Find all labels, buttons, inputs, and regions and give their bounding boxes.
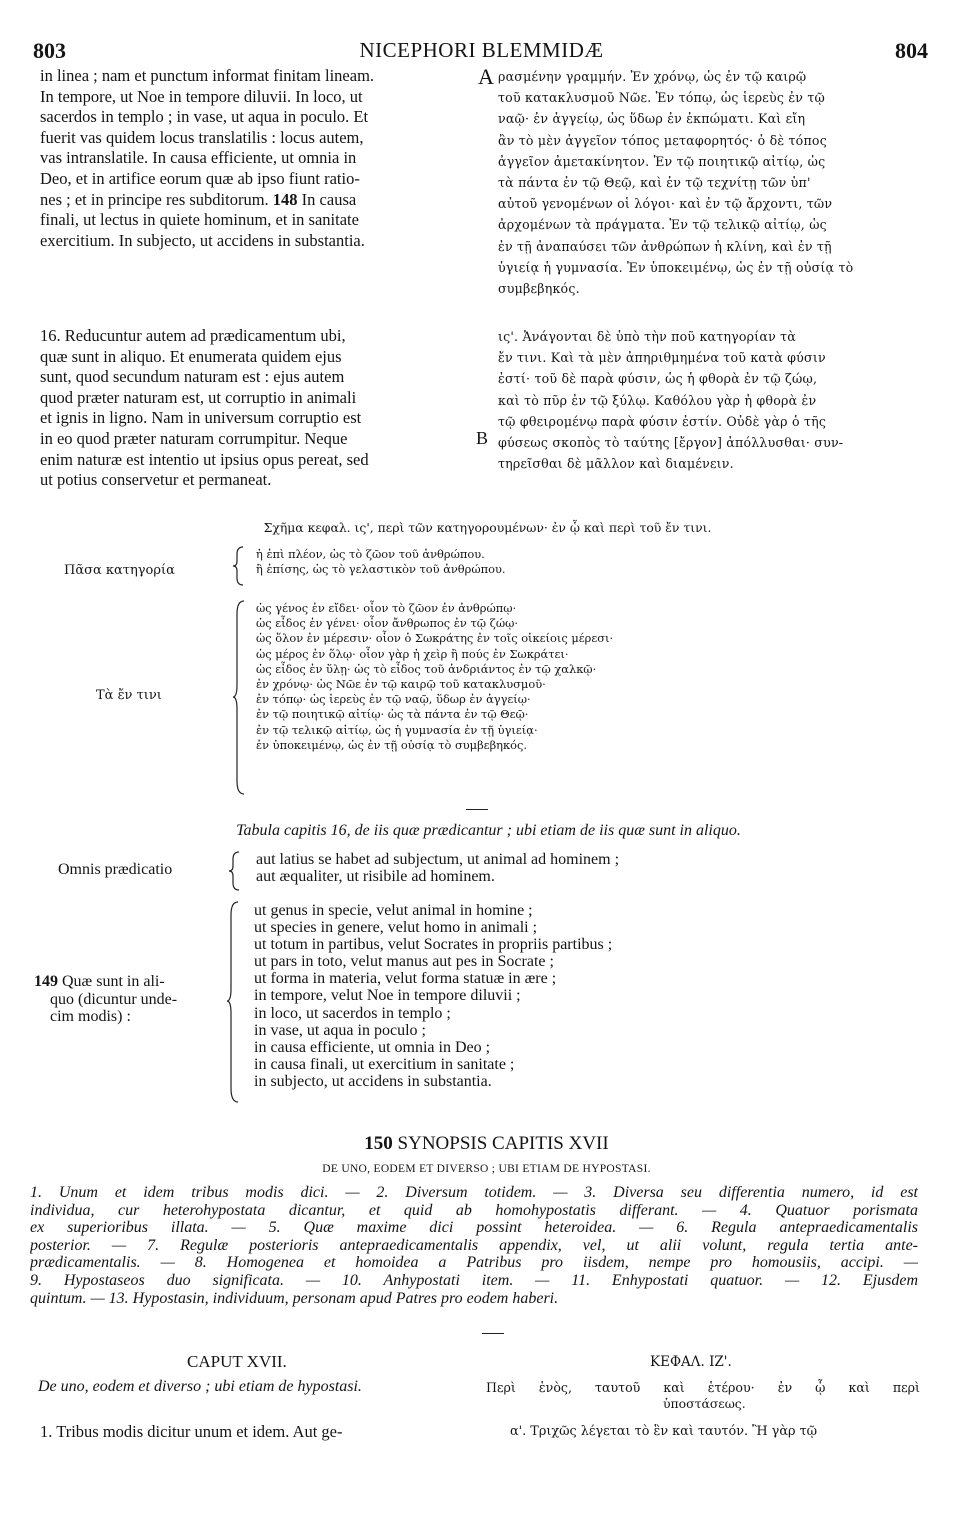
- brace-latin-2: [226, 901, 240, 1103]
- margin-mark-b: B: [476, 428, 489, 448]
- text-line: ἐν τῇ ἀναπαύσει τῶν ἀνθρώπων ἡ κλίνη, καὶ ἐν τῇ: [498, 238, 832, 254]
- paragraph-number: 148: [272, 189, 298, 209]
- separator-rule: [482, 1333, 504, 1334]
- page-number-right: 804: [895, 38, 928, 63]
- greek-chapter-subtitle-2: ὑποστάσεως.: [663, 1396, 746, 1411]
- list-item: aut latius se habet ad subjectum, ut animal ad hominem ;: [256, 851, 620, 868]
- greek-table-list-2: [256, 601, 613, 753]
- margin-mark-a: A: [478, 64, 494, 89]
- synopsis-body: [30, 1184, 918, 1307]
- text-line: fuerit vas quidem locus translatilis : locus autem,: [40, 127, 364, 147]
- list-item: ὡς μέρος ἐν ὅλῳ· οἷον γὰρ ἡ χεὶρ ἢ πούς ἐν Σωκράτει·: [256, 646, 569, 661]
- list-item: ὡς εἶδος ἐν γένει· οἷον ἄνθρωπος ἐν τῷ ζώῳ·: [256, 616, 519, 631]
- label-line: cim modis) :: [50, 1008, 131, 1025]
- latin-table-label-2: [34, 973, 177, 1026]
- greek-table-title: Σχῆμα κεφαλ. ις', περὶ τῶν κατηγορουμένων· ἐν ᾧ καὶ περὶ τοῦ ἔν τινι.: [263, 520, 712, 535]
- text-line: in linea ; nam et punctum informat finitam lineam.: [40, 66, 375, 85]
- brace-latin-1: [228, 851, 242, 891]
- text-line: Deo, et in artifice eorum quæ ab ipso fiunt ratio-: [40, 168, 360, 188]
- greek-table-list-1: [256, 547, 506, 577]
- greek-section-16: [498, 326, 926, 474]
- latin-column-top: [40, 66, 472, 251]
- greek-chapter-heading: ΚΕΦΑΛ. ΙΖ'.: [650, 1354, 732, 1370]
- text-line: et ignis in ligno. Nam in universum corruptio est: [40, 408, 362, 428]
- text-line: 1. Tribus modis dicitur unum et idem. Aut ge-: [40, 1422, 343, 1441]
- text-line: α'. Τριχῶς λέγεται τὸ ἓν καὶ ταυτόν. Ἢ γὰρ τῷ: [510, 1424, 818, 1439]
- synopsis-heading: [0, 1133, 963, 1155]
- list-item: ὡς εἶδος ἐν ὕλῃ· ὡς τὸ εἶδος τοῦ ἀνδριάντος ἐν τῷ χαλκῷ·: [256, 661, 597, 676]
- list-item: ὡς γένος ἐν εἴδει· οἷον τὸ ζῶον ἐν ἀνθρώπῳ·: [256, 601, 517, 615]
- list-item: in causa finali, ut exercitium in sanitate ;: [254, 1055, 515, 1073]
- text-line: sacerdos in templo ; in vase, ut aqua in poculo. Et: [40, 107, 369, 127]
- list-item: ut pars in toto, velut manus aut pes in Socrate ;: [254, 953, 554, 971]
- list-item: ἐν τῷ τελικῷ αἰτίῳ, ὡς ἡ γυμνασία ἐν τῇ ὑγιείᾳ·: [256, 722, 538, 737]
- text-line: sunt, quod secundum naturam est : ejus autem: [40, 367, 345, 387]
- text-line: συμβεβηκός.: [498, 281, 580, 297]
- latin-table-list-2: [254, 902, 612, 1090]
- text-line: φύσεως σκοπὸς τὸ ταύτης [ἔργον] ἀπόλλυσθαι· συν-: [498, 435, 844, 451]
- latin-first-line: [40, 1422, 470, 1442]
- latin-table-title: Tabula capitis 16, de iis quæ prædicantur ; ubi etiam de iis quæ sunt in aliquo.: [236, 822, 741, 839]
- synopsis-subtitle: DE UNO, EODEM ET DIVERSO ; UBI ETIAM DE HYPOSTASI.: [322, 1163, 651, 1175]
- text-line: posterior. — 7. Regulæ posterioris antepraedicamentalis appendix, vel, ut alii volunt, regula tertia ante-: [30, 1236, 918, 1254]
- text-line: ὑγιείᾳ ἡ γυμνασία. Ἐν ὑποκειμένῳ, ὡς ἐν τῇ οὐσίᾳ τὸ: [498, 259, 854, 275]
- list-item: in subjecto, ut accidens in substantia.: [254, 1072, 492, 1090]
- text-line: 9. Hypostaseos duo significata. — 10. Anhypostati item. — 11. Enhypostati quatuor. — 12. Ejusdem: [30, 1271, 918, 1289]
- text-line: τὰ πάντα ἐν τῷ Θεῷ, καὶ ἐν τῷ τεχνίτῃ τῶν ὑπ': [498, 175, 811, 191]
- list-item: ὡς ὅλον ἐν μέρεσιν· οἷον ὁ Σωκράτης ἐν τοῖς οἰκείοις μέρεσι·: [256, 631, 614, 646]
- list-item: in causa efficiente, ut omnia in Deo ;: [254, 1038, 491, 1056]
- page-number-left: 803: [33, 38, 66, 63]
- text-line: exercitium. In subjecto, ut accidens in substantia.: [40, 230, 365, 250]
- paragraph-number: 149: [34, 973, 58, 990]
- text-line: in eo quod præter naturam corrumpitur. Neque: [40, 428, 348, 448]
- list-item: aut æqualiter, ut risibile ad hominem.: [256, 868, 495, 886]
- brace-greek-1: [232, 546, 246, 586]
- text-line: ἔν τινι. Καὶ τὰ μὲν ἀπηριθμημένα τοῦ κατὰ φύσιν: [498, 350, 826, 366]
- text-line: ex superioribus illata. — 5. Quæ maxime dici possint heteroidea. — 6. Regula antepraedicamentalis: [30, 1219, 918, 1237]
- greek-column-top: [498, 66, 926, 299]
- text-line: 1. Unum et idem tribus modis dici. — 2. Diversum totidem. — 3. Diversa seu differentia numero, id est: [30, 1184, 918, 1201]
- text-line: quæ sunt in aliquo. Et enumerata quidem ejus: [40, 346, 342, 366]
- text-line: 16. Reducuntur autem ad prædicamentum ubi,: [40, 326, 346, 345]
- latin-table-list-1: [256, 851, 619, 885]
- text-line: ις'. Ἀνάγονται δὲ ὑπὸ τὴν ποῦ κατηγορίαν τὰ: [498, 329, 797, 344]
- text-line: ἀρχομένων τὰ πράγματα. Ἐν τῷ τελικῷ αἰτίῳ, ὡς: [498, 217, 827, 233]
- text-line: τοῦ κατακλυσμοῦ Νῶε. Ἐν τόπῳ, ὡς ἱερεὺς ἐν τῷ: [498, 90, 825, 106]
- latin-table-label-1: Omnis prædicatio: [58, 861, 173, 878]
- list-item: ἐν τόπῳ· ὡς ἱερεὺς ἐν τῷ ναῷ, ὕδωρ ἐν ἀγγείῳ·: [256, 692, 531, 707]
- text-line: ἂν τὸ μὲν ἀγγεῖον τόπος μεταφορητός· ὁ δὲ τόπος: [498, 132, 827, 148]
- text-line: καὶ τὸ πῦρ ἐν τῷ ξύλῳ. Καθόλου γὰρ ἡ φθορὰ ἐν: [498, 392, 817, 408]
- latin-chapter-heading: CAPUT XVII.: [187, 1352, 287, 1371]
- list-item: ἡ ἐπὶ πλέον, ὡς τὸ ζῶον τοῦ ἀνθρώπου.: [256, 547, 485, 561]
- text-line: finali, ut lectus in quiete hominum, et in sanitate: [40, 210, 359, 230]
- text-line: αὐτοῦ γενομένων οἱ λόγοι· καὶ ἐν τῷ ἄρχοντι, τῶν: [498, 196, 833, 212]
- synopsis-title: SYNOPSIS CAPITIS XVII: [397, 1133, 609, 1154]
- greek-table-label-1: Πᾶσα κατηγορία: [64, 563, 175, 578]
- text-line: enim naturæ est intentio ut ipsius opus pereat, sed: [40, 449, 369, 469]
- paragraph-number: 150: [364, 1133, 393, 1154]
- label-line: Quæ sunt in ali-: [62, 973, 165, 990]
- text-line: vas intranslatile. In causa efficiente, ut omnia in: [40, 148, 357, 168]
- latin-chapter-subtitle: De uno, eodem et diverso ; ubi etiam de hypostasi.: [38, 1378, 362, 1395]
- text-line: individua, cur heterohypostata dicantur, et quid ab homohypostatis differant. — 4. Quatuor porismata: [30, 1201, 918, 1219]
- label-line: quo (dicuntur unde-: [50, 990, 178, 1008]
- text-line: ρασμένην γραμμήν. Ἐν χρόνῳ, ὡς ἐν τῷ καιρῷ: [498, 69, 807, 84]
- text-line: quod præter naturam est, ut corruptio in animali: [40, 387, 357, 407]
- list-item: ut genus in specie, velut animal in homine ;: [254, 902, 533, 919]
- separator-rule: [466, 809, 488, 810]
- text-line: τῷ φθειρομένῳ παρὰ φύσιν ἐστίν. Οὐδὲ γὰρ ὁ τῆς: [498, 413, 827, 429]
- running-title: NICEPHORI BLEMMIDÆ: [359, 38, 604, 62]
- text-line: nes ; et in principe res subditorum. 148 In causa: [40, 189, 357, 209]
- text-line: ναῷ· ἐν ἀγγείῳ, ὡς ὕδωρ ἐν ἐκπώματι. Καὶ εἴη: [498, 111, 806, 127]
- text-line: ἐστί· τοῦ δὲ παρὰ φύσιν, ὡς ἡ φθορὰ ἐν τῷ ζώῳ,: [498, 371, 818, 387]
- greek-table-label-2: Τὰ ἔν τινι: [96, 688, 162, 703]
- latin-section-16: [40, 326, 472, 491]
- list-item: ut totum in partibus, velut Socrates in propriis partibus ;: [254, 936, 613, 954]
- list-item: in tempore, velut Noe in tempore diluvii ;: [254, 987, 521, 1005]
- text-line: quintum. — 13. Hypostasin, individuum, personam apud Patres pro eodem haberi.: [30, 1289, 559, 1307]
- text-line: ut potius conservetur et permaneat.: [40, 470, 272, 490]
- text-line: ἀγγεῖον ἀμετακίνητον. Ἐν τῷ ποιητικῷ αἰτίῳ, ὡς: [498, 153, 826, 169]
- list-item: ἐν ὑποκειμένῳ, ὡς ἐν τῇ οὐσίᾳ τὸ συμβεβηκός.: [256, 737, 527, 752]
- greek-chapter-subtitle: Περὶ ἑνὸς, ταυτοῦ καὶ ἑτέρου· ἐν ᾧ καὶ περὶ: [486, 1380, 920, 1395]
- list-item: in loco, ut sacerdos in templo ;: [254, 1004, 451, 1022]
- greek-first-line: [510, 1424, 817, 1439]
- list-item: ἐν χρόνῳ· ὡς Νῶε ἐν τῷ καιρῷ τοῦ κατακλυσμοῦ·: [256, 677, 546, 692]
- text-line: prædicamentalis. — 8. Homogenea et homoidea a Patribus pro iisdem, nempe pro homousiis, accipi. —: [30, 1254, 918, 1272]
- list-item: in vase, ut aqua in poculo ;: [254, 1021, 426, 1039]
- text-line: In tempore, ut Noe in tempore diluvii. In loco, ut: [40, 86, 363, 106]
- brace-greek-2: [232, 600, 246, 795]
- list-item: ut forma in materia, velut forma statuæ in ære ;: [254, 970, 557, 988]
- list-item: ἢ ἐπίσης, ὡς τὸ γελαστικὸν τοῦ ἀνθρώπου.: [256, 562, 506, 577]
- list-item: ἐν τῷ ποιητικῷ αἰτίῳ· ὡς τὰ πάντα ἐν τῷ Θεῷ·: [256, 707, 529, 722]
- text-line: τηρεῖσθαι δὲ μᾶλλον καὶ διαμένειν.: [498, 456, 734, 472]
- list-item: ut species in genere, velut homo in animali ;: [254, 919, 538, 937]
